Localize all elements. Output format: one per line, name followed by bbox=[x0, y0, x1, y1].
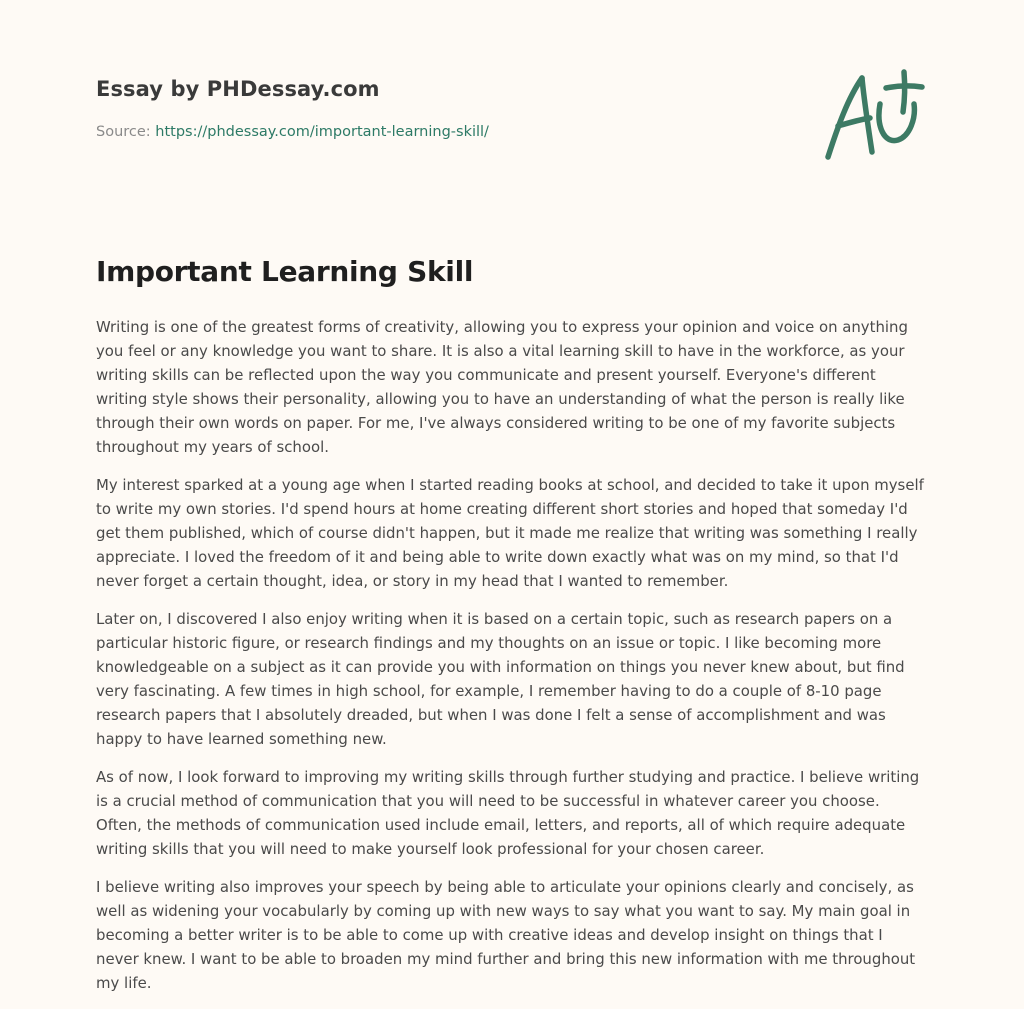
essay-paragraph: Writing is one of the greatest forms of creativity, allowing you to express your opinion and voice on anything you feel or any knowledge you want to share. It is also a vital learning skill to have in the workforce, as your writing skills can be reflected upon the way you communicate and present yourself. Everyone's different writing style shows their personality, allowing you to have an understanding of what the person is really like through their own words on paper. For me, I've always considered writing to be one of my favorite subjects throughout my years of school. bbox=[96, 318, 908, 456]
a-plus-grade-icon bbox=[818, 66, 930, 166]
source-label: Source: bbox=[96, 124, 156, 140]
essay-title: Important Learning Skill bbox=[96, 255, 474, 288]
essay-paragraph: Later on, I discovered I also enjoy writing when it is based on a certain topic, such as research papers on a particular historic figure, or research findings and my thoughts on an issue or topic. I like becoming more knowledgeable on a subject as it can provide you with information on things you never knew about, but find very fascinating. A few times in high school, for example, I remember having to do a couple of 8-10 page research papers that I absolutely dreaded, but when I was done I felt a sense of accomplishment and was happy to have learned something new. bbox=[96, 610, 905, 748]
site-brand: Essay by PHDessay.com bbox=[96, 77, 380, 101]
essay-paragraph: As of now, I look forward to improving my writing skills through further studying and practice. I believe writing is a crucial method of communication that you will need to be successful in whatever career you choose. Often, the methods of communication used include email, letters, and reports, all of which require adequate writing skills that you will need to make yourself look professional for your chosen career. bbox=[96, 768, 920, 858]
source-link[interactable]: https://phdessay.com/important-learning-skill/ bbox=[155, 124, 489, 140]
essay-paragraph: My interest sparked at a young age when I started reading books at school, and decided to take it upon myself to write my own stories. I'd spend hours at home creating different short stories and hoped that someday I'd get them published, which of course didn't happen, but it made me realize that writing was something I really appreciate. I loved the freedom of it and being able to write down exactly what was on my mind, so that I'd never forget a certain thought, idea, or story in my head that I wanted to remember. bbox=[96, 476, 924, 590]
essay-paragraph: I believe writing also improves your speech by being able to articulate your opinions clearly and concisely, as well as widening your vocabularly by coming up with new ways to say what you want to say. My main goal in becoming a better writer is to be able to come up with creative ideas and develop insight on things that I never knew. I want to be able to broaden my mind further and bring this new information with me throughout my life. bbox=[96, 878, 916, 992]
source-line bbox=[96, 124, 489, 140]
essay-body bbox=[96, 315, 930, 1009]
